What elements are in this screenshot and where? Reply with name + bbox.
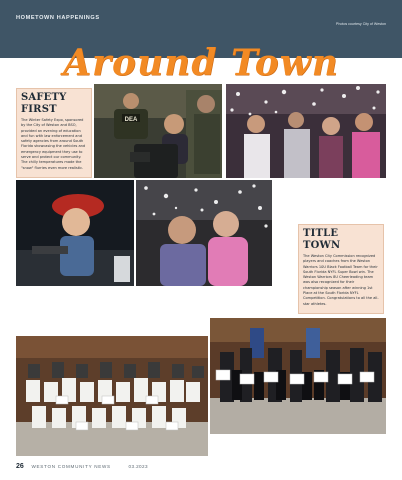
dea-badge: DEA xyxy=(124,117,138,123)
safety-first-body: The Winter Safety Expo, sponsored by the City of Weston and BSO, provided an evening of education and fun with law enforcement and safety agencies from around South Florida showcasing the vehicles and emergency equipment they use to serve and protect our community. The chilly temperatures made the "snow" flurries even more realistic. xyxy=(21,118,86,170)
title-town-body: The Weston City Commission recognized players and coaches from the Weston Warriors 10U Black Football Team for their South Florida NYFL Super Bowl win. The Weston Warriors 8U Cheerleading team was also recognized for their championship season after winning 1st Place at the South Florida NYFL Competition. Congratulations to all the all-star athletes. xyxy=(303,254,379,306)
photo-cheer-team xyxy=(210,318,386,434)
page-footer xyxy=(16,463,148,470)
section-kicker: HOMETOWN HAPPENINGS xyxy=(16,15,100,21)
photo-dea-officer-boy xyxy=(94,84,222,178)
safety-first-panel xyxy=(16,88,92,178)
photo-snow-crowd xyxy=(226,84,386,178)
safety-first-heading: SAFETY FIRST xyxy=(21,92,67,115)
title-town-heading: TITLE TOWN xyxy=(303,228,341,251)
photo-father-daughter-snow xyxy=(136,180,272,286)
photo-credit: Photos courtesy City of Weston xyxy=(335,22,386,26)
photo-boy-firefighter-hat xyxy=(16,180,134,286)
photo-football-team xyxy=(16,336,208,456)
title-town-panel xyxy=(298,224,384,314)
page-title: Around Town xyxy=(63,42,339,84)
publication-name: WESTON COMMUNITY NEWS xyxy=(31,464,111,469)
page-number: 26 xyxy=(16,463,24,470)
issue-date: 03.2023 xyxy=(128,464,148,469)
